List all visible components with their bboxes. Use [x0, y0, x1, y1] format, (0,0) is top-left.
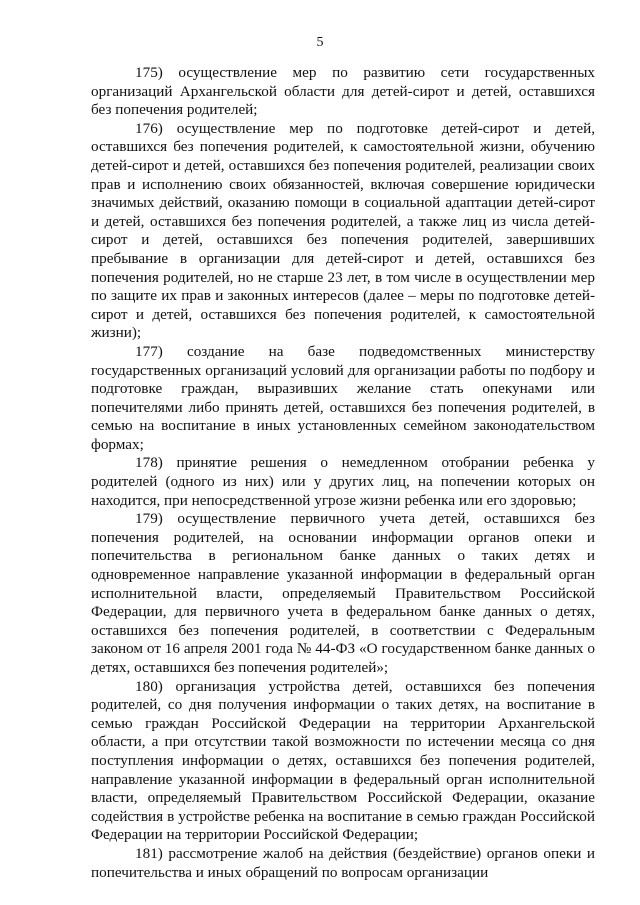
paragraph-181: 181) рассмотрение жалоб на действия (бездействие) органов опеки и попечительства и иных обращений по вопросам организации	[91, 844, 595, 881]
paragraph-178: 178) принятие решения о немедленном отобрании ребенка у родителей (одного из них) или у других лиц, на попечении которых он находится, при непосредственной угрозе жизни ребенка или его здоровью;	[91, 454, 595, 509]
page-number: 5	[316, 35, 324, 50]
paragraph-177: 177) создание на базе подведомственных министерству государственных организаций условий для организации работы по подбору и подготовке граждан, выразивших желание стать опекунами или попечителями либо принять детей, оставшихся без попечения родителей, в семью на воспитание в иных установленных семейном законодательством формах;	[91, 342, 595, 453]
paragraph-180: 180) организация устройства детей, оставшихся без попечения родителей, со дня получения информации о таких детях, на воспитание в семью граждан Российской Федерации на территории Архангельской области, а при отсутствии такой возможности по истечении месяца со дня поступления информации о детях, оставшихся без попечения родителей, направление указанной информации в федеральный орган исполнительной власти, определяемый Правительством Российской Федерации, оказание содействия в устройстве ребенка на воспитание в семью граждан Российской Федерации на территории Российской Федерации;	[91, 677, 595, 844]
paragraph-175: 175) осуществление мер по развитию сети государственных организаций Архангельской области для детей-сирот и детей, оставшихся без попечения родителей;	[91, 64, 595, 119]
paragraph-176: 176) осуществление мер по подготовке детей-сирот и детей, оставшихся без попечения родителей, к самостоятельной жизни, обучению детей-сирот и детей, оставшихся без попечения родителей, реализации своих прав и исполнению своих обязанностей, включая совершение юридически значимых действий, оказанию помощи в социальной адаптации детей-сирот и детей, оставшихся без попечения родителей, а также лиц из числа детей-сирот и детей, оставшихся без попечения родителей, завершивших пребывание в организации для детей-сирот и детей, оставшихся без попечения родителей, но не старше 23 лет, в том числе в осуществлении мер по защите их прав и законных интересов (далее – меры по подготовке детей-сирот и детей, оставшихся без попечения родителей, к самостоятельной жизни);	[91, 119, 595, 342]
document-body	[91, 64, 595, 882]
paragraph-179: 179) осуществление первичного учета детей, оставшихся без попечения родителей, на основании информации органов опеки и попечительства в региональном банке данных о таких детях и одновременное направление указанной информации в федеральный орган исполнительной власти, определяемый Правительством Российской Федерации, для первичного учета в федеральном банке данных о детях, оставшихся без попечения родителей, в соответствии с Федеральным законом от 16 апреля 2001 года № 44-ФЗ «О государственном банке данных о детях, оставшихся без попечения родителей»;	[91, 510, 595, 676]
